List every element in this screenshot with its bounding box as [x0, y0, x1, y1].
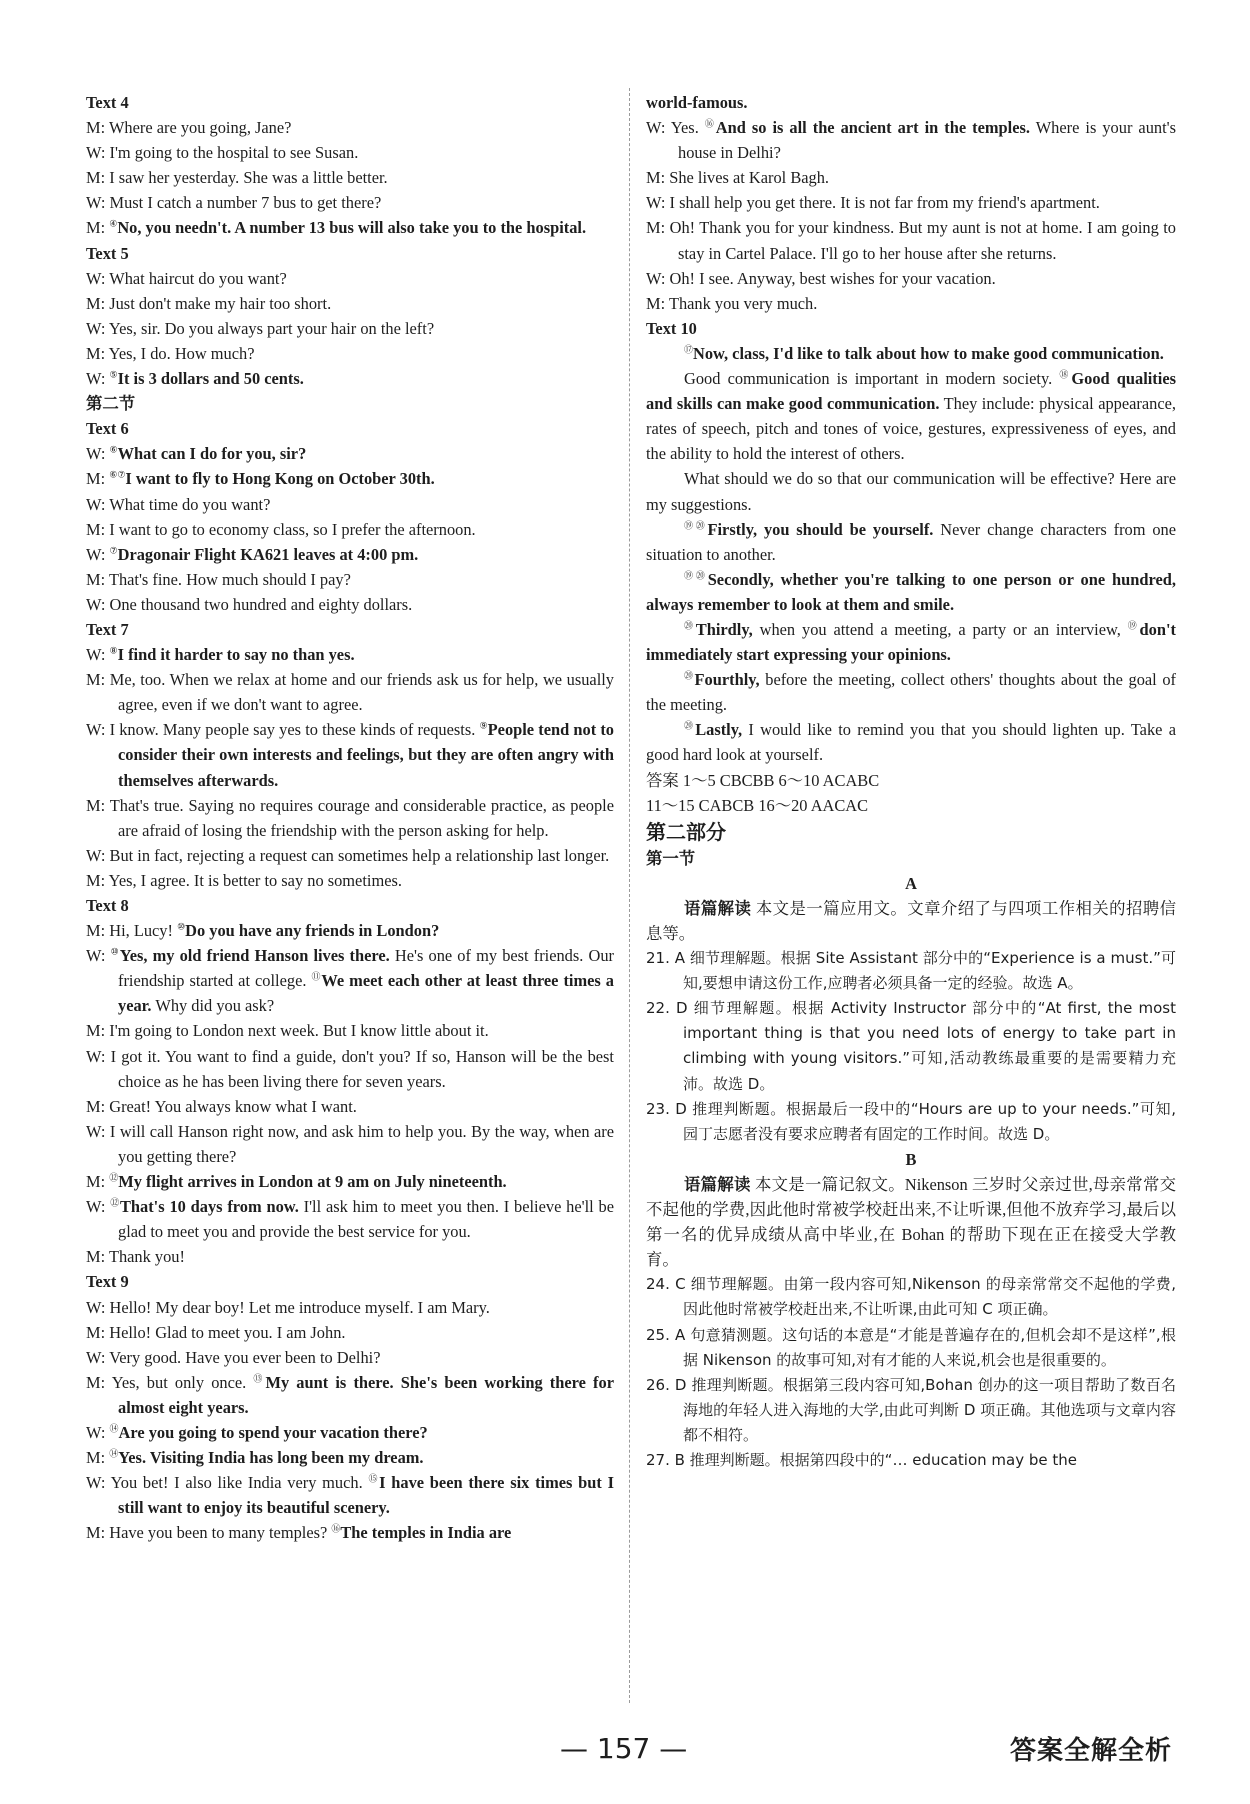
- text-run: Yes, I agree. It is better to say no sometimes.: [105, 870, 402, 890]
- bold-text: Dragonair Flight KA621 leaves at 4:00 pm.: [117, 544, 419, 564]
- text-run: I got it. You want to find a guide, don't you? If so, Hanson will be the best choice as he has been living there for seven years.: [105, 1046, 614, 1091]
- paragraph: [646, 567, 1176, 617]
- dialogue-line: [86, 1119, 614, 1169]
- dialogue-line: [86, 1445, 614, 1470]
- bold-text: It is 3 dollars and 50 cents.: [117, 369, 304, 389]
- dialogue-line: [86, 165, 614, 190]
- bold-text: Yes, my old friend Hanson lives there.: [119, 946, 390, 966]
- speaker-label: M:: [646, 168, 666, 188]
- dialogue-line: [646, 115, 1176, 165]
- dialogue-line: [86, 1044, 614, 1094]
- text-run: That's fine. How much should I pay?: [105, 569, 351, 589]
- dialogue-line: [86, 291, 614, 316]
- speaker-label: M:: [86, 519, 106, 539]
- dialogue-line: [86, 1520, 614, 1545]
- question-marker: ⑳: [684, 670, 695, 681]
- bold-text: Yes. Visiting India has long been my dream.: [118, 1448, 424, 1468]
- text-run: I would like to remind you that you should lighten up. Take a good hard look at yourself.: [646, 720, 1176, 765]
- bold-text: That's 10 days from now.: [119, 1197, 299, 1217]
- speaker-label: W:: [86, 318, 106, 338]
- dialogue-line: [86, 1295, 614, 1320]
- dialogue-line: [86, 943, 614, 1018]
- speaker-label: M:: [646, 293, 666, 313]
- paragraph: [646, 466, 1176, 516]
- dialogue-line: [646, 266, 1176, 291]
- question-marker: ⑥⑦: [109, 469, 126, 480]
- dialogue-line: [86, 918, 614, 943]
- text-run: That's true. Saying no requires courage and considerable practice, as people are afraid of losing the friendship with the person asking for help.: [105, 795, 614, 840]
- dialogue-line: [86, 793, 614, 843]
- dialogue-line: [86, 215, 614, 240]
- text-run: I saw her yesterday. She was a little better.: [105, 168, 388, 188]
- text-run: He's one of my best friends. Our friendship started at college.: [118, 946, 614, 991]
- bold-text: What can I do for you, sir?: [117, 444, 307, 464]
- question-marker: ⑤: [109, 369, 118, 380]
- text-run: Where are you going, Jane?: [105, 118, 292, 138]
- question-marker: ⑮: [368, 1473, 380, 1484]
- question-marker: ⑪: [311, 971, 322, 982]
- question-marker: ⑥: [109, 444, 118, 455]
- answer-explanation: [646, 1373, 1176, 1448]
- question-marker: ⑭: [109, 1448, 119, 1459]
- bold-text: world-famous.: [646, 93, 748, 112]
- speaker-label: W:: [86, 1297, 106, 1317]
- bold-text: People tend not to consider their own interests and feelings, but they are often angry with themselves afterwards.: [118, 720, 615, 790]
- speaker-label: M:: [86, 569, 106, 589]
- dialogue-line: [86, 1345, 614, 1370]
- speaker-label: M:: [86, 1172, 106, 1192]
- speaker-label: W:: [646, 193, 666, 213]
- dialogue-line: [86, 366, 614, 391]
- passage-letter: A: [905, 873, 917, 893]
- paragraph: [646, 341, 1176, 366]
- speaker-label: M:: [86, 795, 106, 815]
- section-header: Text 9: [86, 1272, 129, 1292]
- text-run: You bet! I also like India very much.: [105, 1473, 369, 1493]
- text-run: Good communication is important in modern society.: [684, 369, 1060, 389]
- text-run: Thank you very much.: [665, 293, 818, 313]
- text-run: I'll ask him to meet you then. I believe he'll be glad to meet you and provide the best service for you.: [118, 1197, 614, 1242]
- speaker-label: M:: [86, 870, 106, 890]
- text-run: Never change characters from one situation to another.: [646, 519, 1176, 564]
- bold-text: Good qualities and skills can make good communication.: [646, 369, 1176, 414]
- text-run: 21. A 细节理解题。根据 Site Assistant 部分中的“Experience is a must.”可知,要想申请这份工作,应聘者必须具备一定的经验。故选 A。: [646, 949, 1176, 993]
- text-run: 本文是一篇应用文。文章介绍了与四项工作相关的招聘信息等。: [646, 898, 1176, 943]
- speaker-label: M:: [86, 343, 106, 363]
- dialogue-line: [86, 466, 614, 491]
- speaker-label: M:: [86, 1096, 106, 1116]
- text-run: Yes, but only once.: [105, 1372, 254, 1392]
- dialogue-line: [86, 667, 614, 717]
- speaker-label: M:: [86, 118, 106, 138]
- bold-text: No, you needn't. A number 13 bus will also take you to the hospital.: [117, 218, 587, 238]
- text-line: [646, 793, 1176, 818]
- text-run: I'm going to London next week. But I know little about it.: [105, 1021, 489, 1041]
- dialogue-line: [86, 341, 614, 366]
- speaker-label: W:: [86, 645, 106, 665]
- dialogue-line: [86, 316, 614, 341]
- dialogue-line: [646, 165, 1176, 190]
- dialogue-line: [86, 567, 614, 592]
- bold-text: And so is all the ancient art in the temples.: [715, 118, 1030, 138]
- text-run: Why did you ask?: [151, 996, 275, 1016]
- speaker-label: W:: [86, 193, 106, 213]
- dialogue-line: [86, 1420, 614, 1445]
- text-run: One thousand two hundred and eighty dollars.: [105, 594, 413, 614]
- speaker-label: W:: [646, 268, 666, 288]
- text-run: But in fact, rejecting a request can sometimes help a relationship last longer.: [105, 845, 610, 865]
- text-line: [646, 90, 1176, 115]
- speaker-label: W:: [86, 1197, 106, 1217]
- question-marker: ⑳: [684, 720, 696, 731]
- speaker-label: W:: [86, 369, 106, 389]
- dialogue-line: [86, 441, 614, 466]
- speaker-label: W:: [646, 118, 666, 138]
- dialogue-line: [86, 517, 614, 542]
- question-marker: ⑯: [331, 1523, 341, 1534]
- bold-text: My flight arrives in London at 9 am on July nineteenth.: [118, 1172, 507, 1192]
- speaker-label: W:: [86, 946, 106, 966]
- answer-explanation: [646, 1272, 1176, 1322]
- speaker-label: M:: [86, 469, 106, 489]
- text-run: What haircut do you want?: [105, 268, 287, 288]
- dialogue-line: [86, 542, 614, 567]
- text-run: She lives at Karol Bagh.: [665, 168, 830, 188]
- text-run: 23. D 推理判断题。根据最后一段中的“Hours are up to your needs.”可知,园丁志愿者没有要求应聘者有固定的工作时间。故选 D。: [646, 1099, 1176, 1143]
- dialogue-line: [646, 291, 1176, 316]
- speaker-label: M:: [646, 218, 666, 238]
- text-run: Oh! Thank you for your kindness. But my aunt is not at home. I am going to stay in Cartel Palace. I'll go to her house after she returns.: [665, 218, 1176, 263]
- speaker-label: W:: [86, 1422, 106, 1442]
- speaker-label: W:: [86, 594, 106, 614]
- text-run: Hello! My dear boy! Let me introduce myself. I am Mary.: [105, 1297, 490, 1317]
- paragraph: [646, 617, 1176, 667]
- bold-text: We meet each other at least three times a year.: [118, 971, 614, 1016]
- text-run: Yes.: [665, 118, 705, 138]
- paragraph: [646, 896, 1176, 946]
- section-header: Text 8: [86, 896, 129, 915]
- dialogue-line: [86, 1094, 614, 1119]
- text-run: Where is your aunt's house in Delhi?: [678, 118, 1176, 163]
- dialogue-line: [86, 1370, 614, 1420]
- text-run: 26. D 推理判断题。根据第三段内容可知,Bohan 创办的这一项目帮助了数百名海地的年轻人进入海地的大学,由此可判断 D 项正确。其他选项与文章内容都不相符。: [646, 1375, 1176, 1444]
- dialogue-line: [86, 717, 614, 792]
- dialogue-line: [86, 266, 614, 291]
- dialogue-line: [86, 190, 614, 215]
- speaker-label: M:: [86, 293, 106, 313]
- bold-text: I have been there six times but I still want to enjoy its beautiful scenery.: [118, 1473, 614, 1518]
- column-divider: [629, 88, 630, 1703]
- right-column: [646, 90, 1176, 1473]
- bold-text: Are you going to spend your vacation there?: [118, 1422, 428, 1442]
- text-run: when you attend a meeting, a party or an interview,: [752, 619, 1128, 639]
- speaker-label: M:: [86, 670, 106, 690]
- left-column: [86, 90, 614, 1545]
- dialogue-line: [86, 868, 614, 893]
- speaker-label: M:: [86, 921, 106, 941]
- section-header: Text 5: [86, 243, 129, 263]
- section-header: Text 4: [86, 93, 129, 112]
- bold-text: My aunt is there. She's been working there for almost eight years.: [118, 1372, 614, 1417]
- text-run: before the meeting, collect others' thoughts about the goal of the meeting.: [646, 670, 1176, 715]
- speaker-label: W:: [86, 1473, 106, 1493]
- question-marker: ⑰: [684, 344, 694, 355]
- paragraph: [646, 667, 1176, 717]
- dialogue-line: [86, 492, 614, 517]
- question-marker: ⑨: [479, 720, 488, 731]
- answer-explanation: [646, 1097, 1176, 1147]
- text-run: I shall help you get there. It is not far from my friend's apartment.: [665, 193, 1100, 213]
- speaker-label: W:: [86, 1121, 106, 1141]
- text-run: Me, too. When we relax at home and our friends ask us for help, we usually agree, even if we don't want to agree.: [105, 670, 614, 715]
- speaker-label: W:: [86, 1347, 106, 1367]
- speaker-label: M:: [86, 168, 106, 188]
- text-run: What should we do so that our communication will be effective? Here are my suggestions.: [646, 469, 1176, 514]
- bold-text: Firstly, you should be yourself.: [707, 519, 934, 539]
- bold-text: The temples in India are: [340, 1523, 512, 1543]
- dialogue-line: [86, 1169, 614, 1194]
- speaker-label: W:: [86, 268, 106, 288]
- section-header: Text 10: [646, 318, 697, 338]
- bold-text: I find it harder to say no than yes.: [117, 645, 355, 665]
- answer-explanation: [646, 946, 1176, 996]
- text-run: I will call Hanson right now, and ask him to help you. By the way, when are you getting there?: [105, 1121, 614, 1166]
- question-marker: ⑫: [109, 1172, 119, 1183]
- text-run: 27. B 推理判断题。根据第四段中的“… education may be the: [646, 1450, 1078, 1469]
- question-marker: ⑲⑳: [684, 520, 708, 531]
- bold-text: Do you have any friends in London?: [185, 921, 440, 941]
- speaker-label: W:: [86, 544, 106, 564]
- text-run: Hi, Lucy!: [105, 921, 178, 941]
- speaker-label: W:: [86, 1046, 106, 1066]
- text-run: Have you been to many temples?: [105, 1523, 332, 1543]
- speaker-label: W:: [86, 845, 106, 865]
- speaker-label: W:: [86, 444, 106, 464]
- page-number: — 157 —: [560, 1732, 688, 1765]
- footer-brand: 答案全解全析: [1010, 1736, 1173, 1766]
- question-marker: ④: [109, 219, 118, 229]
- answer-explanation: [646, 996, 1176, 1096]
- text-run: Must I catch a number 7 bus to get there?: [105, 193, 382, 213]
- text-run: I'm going to the hospital to see Susan.: [105, 143, 359, 163]
- dialogue-line: [646, 190, 1176, 215]
- bold-text: 语篇解读: [684, 1174, 751, 1194]
- bold-text: Thirdly,: [695, 619, 753, 639]
- bold-text: Secondly, whether you're talking to one person or one hundred, always remember to look at them and smile.: [646, 569, 1176, 614]
- bold-text: 语篇解读: [684, 898, 752, 918]
- bold-text: Lastly,: [695, 720, 743, 740]
- section-header: 第一节: [646, 848, 696, 868]
- text-run: 本文是一篇记叙文。Nikenson 三岁时父亲过世,母亲常常交不起他的学费,因此他时常被学校赶出来,不让听课,但他不放弃学习,最后以第一名的优异成绩从高中毕业,在 Bohan 的帮助下现在正在接受大学教育。: [646, 1174, 1177, 1270]
- question-marker: ⑳: [684, 620, 696, 631]
- text-run: I want to go to economy class, so I prefer the afternoon.: [105, 519, 476, 539]
- section-header: Text 6: [86, 419, 129, 439]
- speaker-label: W:: [86, 494, 106, 514]
- text-run: 25. A 句意猜测题。这句话的本意是“才能是普遍存在的,但机会却不是这样”,根据 Nikenson 的故事可知,对有才能的人来说,机会也是很重要的。: [646, 1325, 1176, 1369]
- bold-text: don't immediately start expressing your opinions.: [646, 619, 1176, 665]
- dialogue-line: [86, 1320, 614, 1345]
- text-line: [646, 768, 1176, 793]
- text-run: What time do you want?: [105, 494, 271, 514]
- question-marker: ⑫: [110, 1197, 120, 1208]
- text-run: They include: physical appearance, rates of speech, pitch and tones of voice, gestures, expressiveness of eyes, and the ability to hold the interest of others.: [646, 394, 1176, 464]
- question-marker: ⑦: [109, 545, 118, 556]
- text-run: Great! You always know what I want.: [105, 1096, 357, 1116]
- speaker-label: M:: [86, 1448, 106, 1468]
- part-heading: 第二部分: [646, 819, 726, 844]
- passage-letter: B: [905, 1149, 917, 1169]
- speaker-label: M:: [86, 1372, 106, 1392]
- text-run: I know. Many people say yes to these kinds of requests.: [105, 720, 480, 740]
- bold-text: Fourthly,: [694, 670, 760, 690]
- speaker-label: M:: [86, 1021, 106, 1041]
- text-run: 答案 1～5 CBCBB 6～10 ACABC: [646, 770, 880, 790]
- question-marker: ⑭: [109, 1423, 119, 1434]
- paragraph: [646, 366, 1176, 466]
- dialogue-line: [86, 1470, 614, 1520]
- text-run: 24. C 细节理解题。由第一段内容可知,Nikenson 的母亲常常交不起他的学费,因此他时常被学校赶出来,不让听课,由此可知 C 项正确。: [646, 1275, 1176, 1319]
- dialogue-line: [86, 642, 614, 667]
- dialogue-line: [86, 115, 614, 140]
- section-header: 第二节: [86, 394, 136, 414]
- dialogue-line: [86, 1194, 614, 1244]
- dialogue-line: [86, 592, 614, 617]
- question-marker: ⑬: [253, 1373, 266, 1384]
- question-marker: ⑱: [1059, 369, 1072, 380]
- answer-explanation: [646, 1448, 1176, 1473]
- text-run: Thank you!: [105, 1247, 185, 1267]
- text-run: Very good. Have you ever been to Delhi?: [105, 1347, 381, 1367]
- paragraph: [646, 517, 1176, 567]
- section-header: Text 7: [86, 619, 129, 639]
- text-run: Yes, I do. How much?: [105, 343, 255, 363]
- text-run: Yes, sir. Do you always part your hair on the left?: [105, 318, 435, 338]
- question-marker: ⑩: [110, 946, 120, 957]
- text-run: Hello! Glad to meet you. I am John.: [105, 1322, 346, 1342]
- text-run: Oh! I see. Anyway, best wishes for your vacation.: [665, 268, 996, 288]
- paragraph: [646, 717, 1176, 767]
- question-marker: ⑧: [109, 645, 118, 656]
- text-run: 22. D 细节理解题。根据 Activity Instructor 部分中的“At first, the most important thing is that you need lots of energy to take part in climbing with young visitors.”可知,活动教练最重要的是需要精力充沛。故选 D。: [646, 999, 1176, 1093]
- speaker-label: M:: [86, 1523, 106, 1543]
- answer-explanation: [646, 1323, 1176, 1373]
- text-run: 11～15 CABCB 16～20 AACAC: [646, 795, 869, 815]
- dialogue-line: [86, 1018, 614, 1043]
- paragraph: [646, 1172, 1176, 1272]
- speaker-label: M:: [86, 1247, 106, 1267]
- dialogue-line: [86, 843, 614, 868]
- speaker-label: M:: [86, 218, 106, 238]
- dialogue-line: [86, 1244, 614, 1269]
- question-marker: ⑲⑳: [684, 570, 708, 581]
- bold-text: I want to fly to Hong Kong on October 30th.: [125, 469, 435, 489]
- dialogue-line: [646, 215, 1176, 265]
- speaker-label: W:: [86, 720, 106, 740]
- text-run: Just don't make my hair too short.: [105, 293, 332, 313]
- speaker-label: M:: [86, 1322, 106, 1342]
- question-marker: ⑩: [177, 921, 186, 932]
- question-marker: ⑲: [1127, 620, 1140, 631]
- speaker-label: W:: [86, 143, 106, 163]
- question-marker: ⑯: [704, 118, 716, 129]
- dialogue-line: [86, 140, 614, 165]
- bold-text: Now, class, I'd like to talk about how to make good communication.: [693, 343, 1164, 363]
